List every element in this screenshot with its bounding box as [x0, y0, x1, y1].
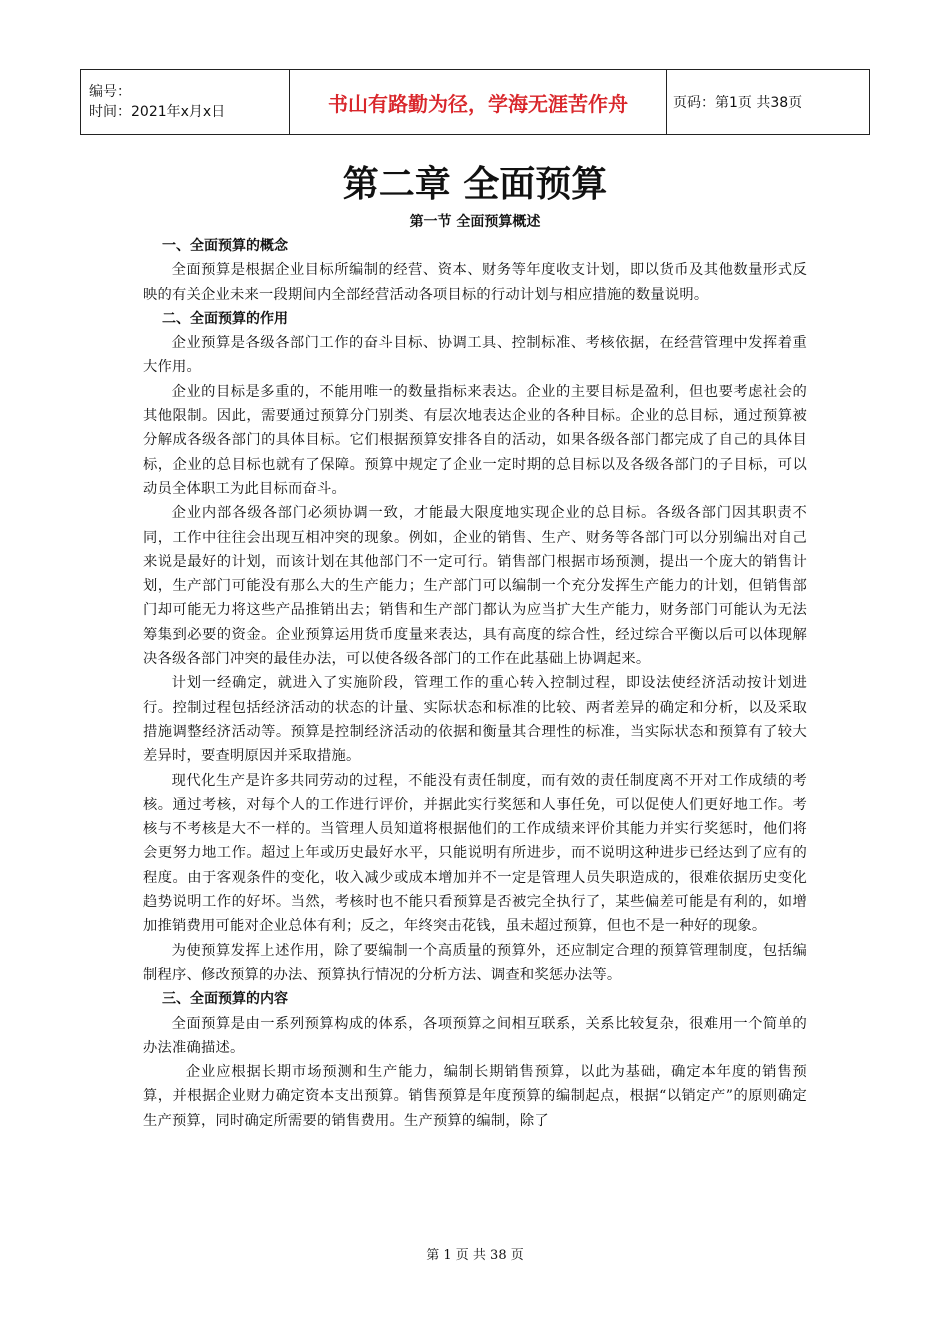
header-motto: 书山有路勤为径，学海无涯苦作舟 — [290, 70, 667, 135]
page-footer: 第 1 页 共 38 页 — [426, 1248, 524, 1263]
body-paragraph: 为使预算发挥上述作用，除了要编制一个高质量的预算外，还应制定合理的预算管理制度，包括编制程序、修改预算的办法、预算执行情况的分析方法、调查和奖惩办法等。 — [143, 942, 807, 983]
document-body — [143, 234, 807, 1133]
body-paragraph: 企业的目标是多重的，不能用唯一的数量指标来表达。企业的主要目标是盈利，但也要考虑社会的其他限制。因此，需要通过预算分门别类、有层次地表达企业的各种目标。企业的总目标，通过预算被分解成各级各部门的具体目标。它们根据预算安排各自的活动，如果各级各部门都完成了自己的具体目标，企业的总目标也就有了保障。预算中规定了企业一定时期的总目标以及各级各部门的子目标，可以动员全体职工为此目标而奋斗。 — [143, 383, 807, 497]
chapter-title: 第二章 全面预算 — [342, 164, 608, 205]
body-paragraph: 企业预算是各级各部门工作的奋斗目标、协调工具、控制标准、考核依据，在经营管理中发挥着重大作用。 — [143, 335, 807, 376]
body-paragraph: 全面预算是根据企业目标所编制的经营、资本、财务等年度收支计划，即以货币及其他数量形式反映的有关企业未来一段期间内全部经营活动各项目标的行动计划与相应措施的数量说明。 — [143, 262, 807, 303]
document-number-label: 编号： — [89, 84, 131, 100]
body-paragraph: 全面预算是由一系列预算构成的体系，各项预算之间相互联系，关系比较复杂，很难用一个简单的办法准确描述。 — [143, 1015, 807, 1056]
section-title: 第一节 全面预算概述 — [409, 214, 541, 230]
body-paragraph: 企业应根据长期市场预测和生产能力，编制长期销售预算，以此为基础，确定本年度的销售预算，并根据企业财力确定资本支出预算。销售预算是年度预算的编制起点，根据“以销定产”的原则确定生产预算，同时确定所需要的销售费用。生产预算的编制，除了 — [143, 1064, 807, 1129]
body-paragraph: 计划一经确定，就进入了实施阶段，管理工作的重心转入控制过程，即设法使经济活动按计划进行。控制过程包括经济活动的状态的计量、实际状态和标准的比较、两者差异的确定和分析，以及采取措施调整经济活动等。预算是控制经济活动的依据和衡量其合理性的标准，当实际状态和预算有了较大差异时，要查明原因并采取措施。 — [143, 675, 807, 765]
body-paragraph: 现代化生产是许多共同劳动的过程，不能没有责任制度，而有效的责任制度离不开对工作成绩的考核。通过考核，对每个人的工作进行评价，并据此实行奖惩和人事任免，可以促使人们更好地工作。考核与不考核是大不一样的。当管理人员知道将根据他们的工作成绩来评价其能力并实行奖惩时，他们将会更努力地工作。超过上年或历史最好水平，只能说明有所进步，而不说明这种进步已经达到了应有的程度。由于客观条件的变化，收入减少或成本增加并不一定是管理人员失职造成的，很难依据历史变化趋势说明工作的好坏。当然，考核时也不能只看预算是否被完全执行了，某些偏差可能是有利的，如增加推销费用可能对企业总体有利；反之，年终突击花钱，虽未超过预算，但也不是一种好的现象。 — [143, 772, 807, 935]
page-header-table — [80, 69, 870, 135]
header-page-info: 页码：第1页 共38页 — [667, 70, 870, 135]
body-paragraph: 企业内部各级各部门必须协调一致，才能最大限度地实现企业的总目标。各级各部门因其职责不同，工作中往往会出现互相冲突的现象。例如，企业的销售、生产、财务等各部门可以分别编出对自己来说是最好的计划，而该计划在其他部门不一定可行。销售部门根据市场预测，提出一个庞大的销售计划，生产部门可能没有那么大的生产能力；生产部门可以编制一个充分发挥生产能力的计划，但销售部门却可能无力将这些产品推销出去；销售和生产部门都认为应当扩大生产能力，财务部门可能认为无法筹集到必要的资金。企业预算运用货币度量来表达，具有高度的综合性，经过综合平衡以后可以体现解决各级各部门冲突的最佳办法，可以使各级各部门的工作在此基础上协调起来。 — [143, 505, 807, 668]
header-meta-cell — [81, 70, 290, 135]
document-date-label: 时间：2021年x月x日 — [89, 104, 226, 120]
section-heading: 一、全面预算的概念 — [162, 238, 288, 254]
section-heading: 三、全面预算的内容 — [162, 991, 288, 1008]
section-heading: 二、全面预算的作用 — [162, 310, 288, 327]
